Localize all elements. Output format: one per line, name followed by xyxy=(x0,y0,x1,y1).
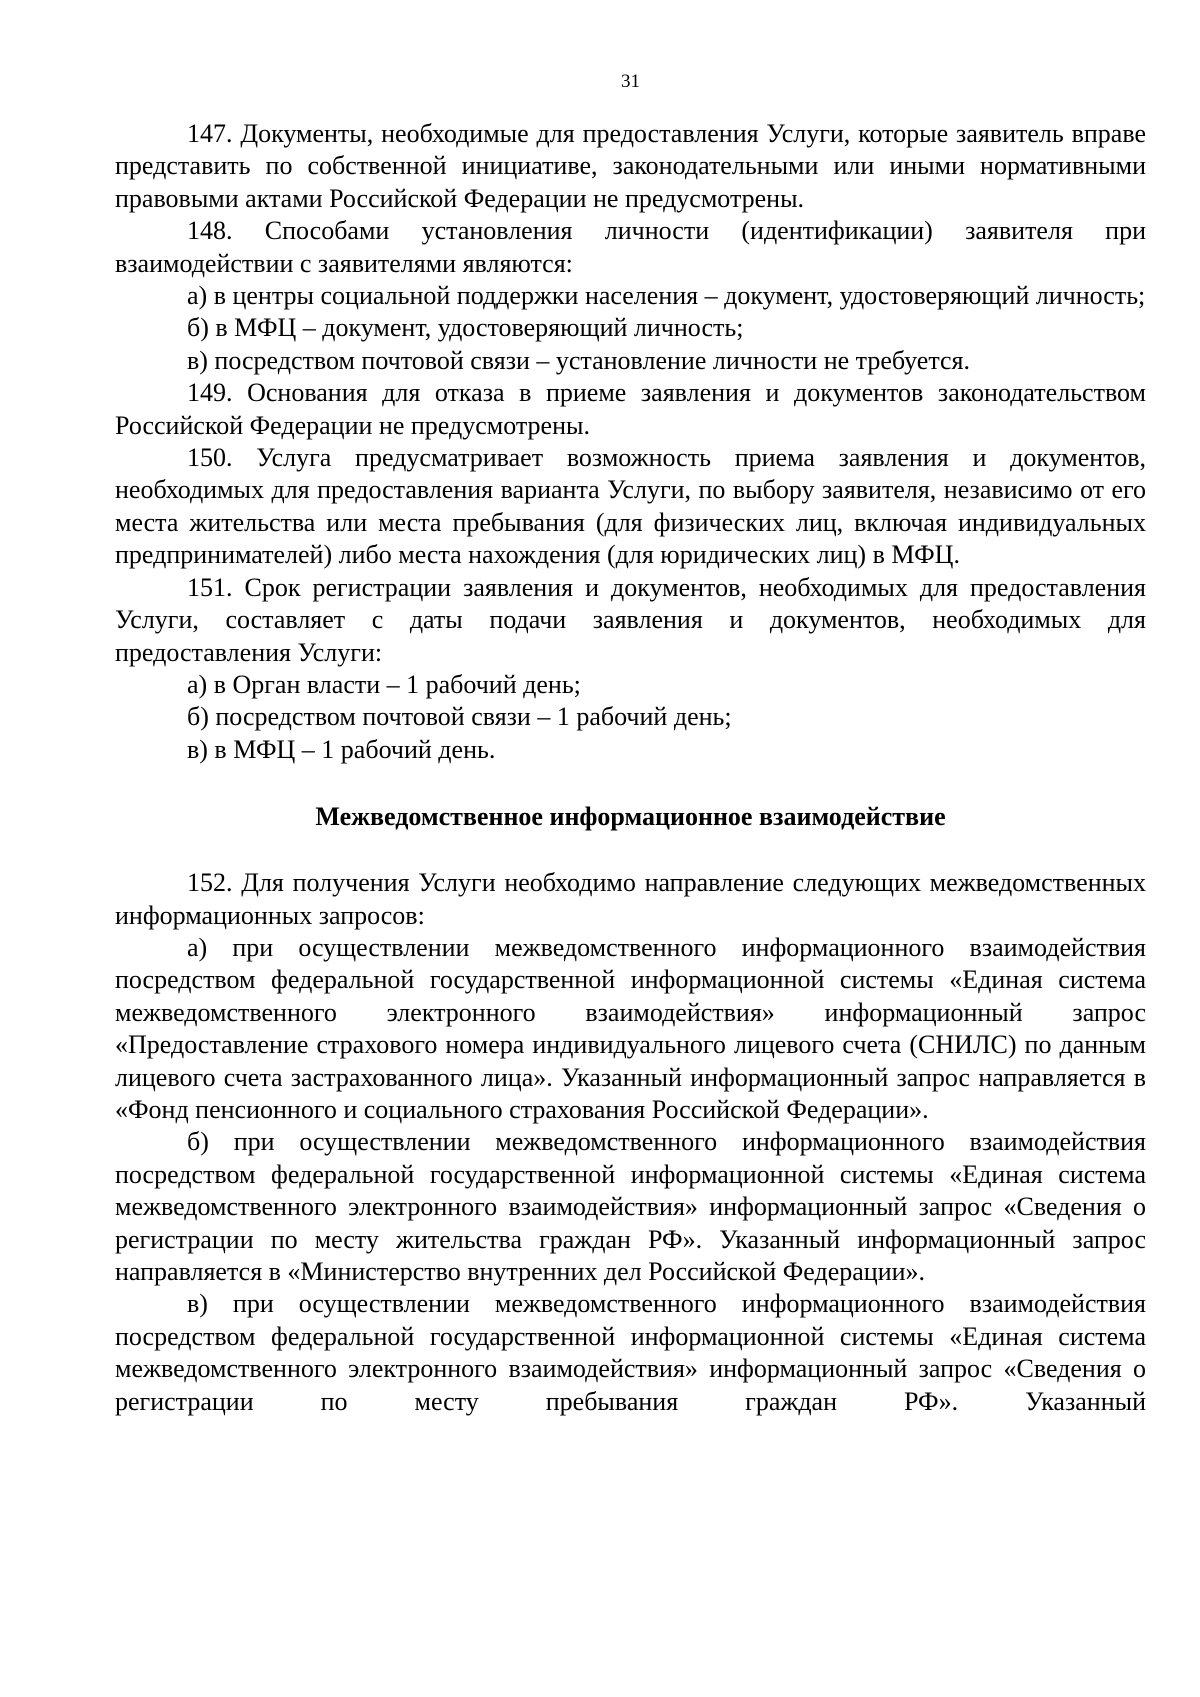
paragraph: 150. Услуга предусматривает возможность приема заявления и документов, необходимых для предоставления варианта Услуги, по выбору заявителя, независимо от его места жительства или места пребывания (для физических лиц, включая индивидуальных предпринимателей) либо места нахождения (для юридических лиц) в МФЦ. xyxy=(115,443,1146,570)
paragraph: 148. Способами установления личности (идентификации) заявителя при взаимодействии с заявителями являются: xyxy=(115,216,1146,278)
paragraph: в) при осуществлении межведомственного информационного взаимодействия посредством федеральной государственной информационной системы «Единая система межведомственного электронного взаимодействия» информационный запрос «Сведения о регистрации по месту пребывания граждан РФ». Указанный xyxy=(115,1289,1146,1416)
section-interagency xyxy=(115,867,1146,1418)
section-heading: Межведомственное информационное взаимодействие xyxy=(315,802,946,832)
paragraph: а) в Орган власти – 1 рабочий день; xyxy=(187,669,581,699)
page-number: 31 xyxy=(621,71,640,92)
paragraph: б) в МФЦ – документ, удостоверяющий личность; xyxy=(187,313,744,343)
document-body xyxy=(115,118,1146,1418)
paragraph: а) в центры социальной поддержки населения – документ, удостоверяющий личность; xyxy=(187,281,1146,311)
paragraph: б) посредством почтовой связи – 1 рабочий день; xyxy=(187,702,732,732)
paragraph: 147. Документы, необходимые для предоставления Услуги, которые заявитель вправе представить по собственной инициативе, законодательными или иными нормативными правовыми актами Российской Федерации не предусмотрены. xyxy=(115,119,1146,213)
paragraph: 151. Срок регистрации заявления и документов, необходимых для предоставления Услуги, составляет с даты подачи заявления и документов, необходимых для предоставления Услуги: xyxy=(115,572,1146,667)
paragraph: в) в МФЦ – 1 рабочий день. xyxy=(187,734,496,764)
paragraph: 149. Основания для отказа в приеме заявления и документов законодательством Российской Федерации не предусмотрены. xyxy=(115,378,1146,440)
paragraph: б) при осуществлении межведомственного информационного взаимодействия посредством федеральной государственной информационной системы «Единая система межведомственного электронного взаимодействия» информационный запрос «Сведения о регистрации по месту жительства граждан РФ». Указанный информационный запрос направляется в «Министерство внутренних дел Российской Федерации». xyxy=(115,1127,1146,1286)
paragraph: 152. Для получения Услуги необходимо направление следующих межведомственных информационных запросов: xyxy=(115,868,1146,930)
section-identification xyxy=(115,118,1146,766)
paragraph: в) посредством почтовой связи – установление личности не требуется. xyxy=(187,345,971,375)
paragraph: а) при осуществлении межведомственного информационного взаимодействия посредством федеральной государственной информационной системы «Единая система межведомственного электронного взаимодействия» информационный запрос «Предоставление страхового номера индивидуального лицевого счета (СНИЛС) по данным лицевого счета застрахованного лица». Указанный информационный запрос направляется в «Фонд пенсионного и социального страхования Российской Федерации». xyxy=(115,932,1146,1124)
